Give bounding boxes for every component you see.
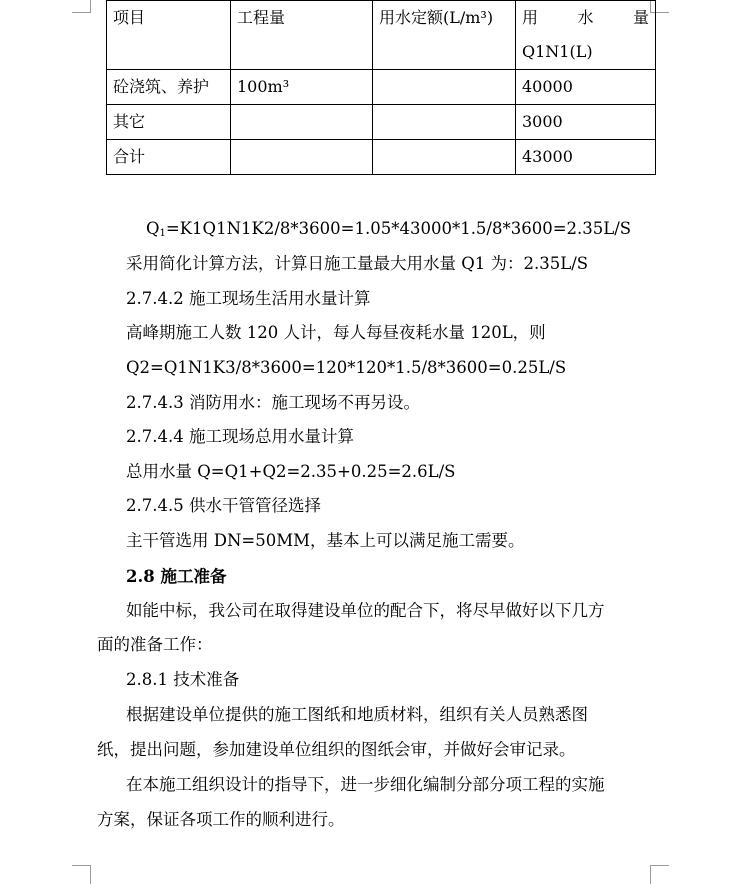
formula-total: 总用水量 Q=Q1+Q2=2.35+0.25=2.6L/S (126, 462, 456, 481)
page-corner-mark-bottom-left (72, 865, 91, 884)
table-row (107, 140, 656, 175)
section-2-7-4-5: 2.7.4.5 供水干管管径选择 (126, 496, 321, 515)
text-line: 采用简化计算方法，计算日施工量最大用水量 Q1 为：2.35L/S (126, 254, 589, 273)
header-char: 量 (632, 8, 649, 27)
header-quantity: 工程量 (231, 1, 373, 70)
cell-item: 合计 (107, 140, 231, 175)
header-char: 水 (577, 8, 594, 27)
formula-q1-subscript: 1 (159, 228, 166, 239)
cell-water: 43000 (516, 140, 656, 175)
section-2-7-4-3: 2.7.4.3 消防用水：施工现场不再另设。 (126, 393, 420, 412)
section-2-7-4-2: 2.7.4.2 施工现场生活用水量计算 (126, 289, 371, 308)
formula-q1 (146, 219, 631, 244)
cell-quota (373, 70, 516, 105)
cell-quantity (231, 105, 373, 140)
paragraph-line: 根据建设单位提供的施工图纸和地质材料，组织有关人员熟悉图 (126, 705, 588, 724)
table-row (107, 70, 656, 105)
cell-water: 3000 (516, 105, 656, 140)
page-corner-mark-top-left (72, 0, 91, 13)
section-2-8-1: 2.8.1 技术准备 (126, 670, 240, 689)
formula-q1-prefix: Q (146, 219, 160, 238)
cell-item: 其它 (107, 105, 231, 140)
table-row (107, 105, 656, 140)
paragraph-line: 方案，保证各项工作的顺利进行。 (97, 810, 345, 829)
cell-quota (373, 140, 516, 175)
paragraph-line: 如能中标，我公司在取得建设单位的配合下，将尽早做好以下几方 (126, 601, 605, 620)
section-2-7-4-4: 2.7.4.4 施工现场总用水量计算 (126, 427, 354, 446)
header-char: 用 (522, 8, 539, 27)
formula-q2: Q2=Q1N1K3/8*3600=120*120*1.5/8*3600=0.25L/S (126, 358, 567, 377)
cell-quantity: 100m³ (231, 70, 373, 105)
header-quota: 用水定额(L/m³) (373, 1, 516, 70)
header-item: 项目 (107, 1, 231, 70)
paragraph-line: 在本施工组织设计的指导下，进一步细化编制分部分项工程的实施 (126, 775, 605, 794)
header-water-amount-line2: Q1N1(L) (522, 42, 593, 61)
cell-item: 砼浇筑、养护 (107, 70, 231, 105)
water-usage-table (106, 0, 656, 175)
table-header-row (107, 1, 656, 70)
cell-quantity (231, 140, 373, 175)
cell-quota (373, 105, 516, 140)
section-heading-2-8: 2.8 施工准备 (126, 567, 227, 586)
paragraph-line: 纸，提出问题，参加建设单位组织的图纸会审，并做好会审记录。 (97, 740, 576, 759)
cell-water: 40000 (516, 70, 656, 105)
paragraph-line: 面的准备工作： (97, 635, 213, 654)
page-corner-mark-bottom-right (650, 865, 669, 884)
header-water-amount-line1 (522, 1, 649, 35)
text-line: 主干管选用 DN=50MM，基本上可以满足施工需要。 (126, 531, 525, 550)
formula-q1-body: =K1Q1N1K2/8*3600=1.05*43000*1.5/8*3600=2.35L/S (165, 219, 632, 238)
text-line: 高峰期施工人数 120 人计，每人每昼夜耗水量 120L，则 (126, 323, 546, 342)
header-water-amount (516, 1, 656, 70)
